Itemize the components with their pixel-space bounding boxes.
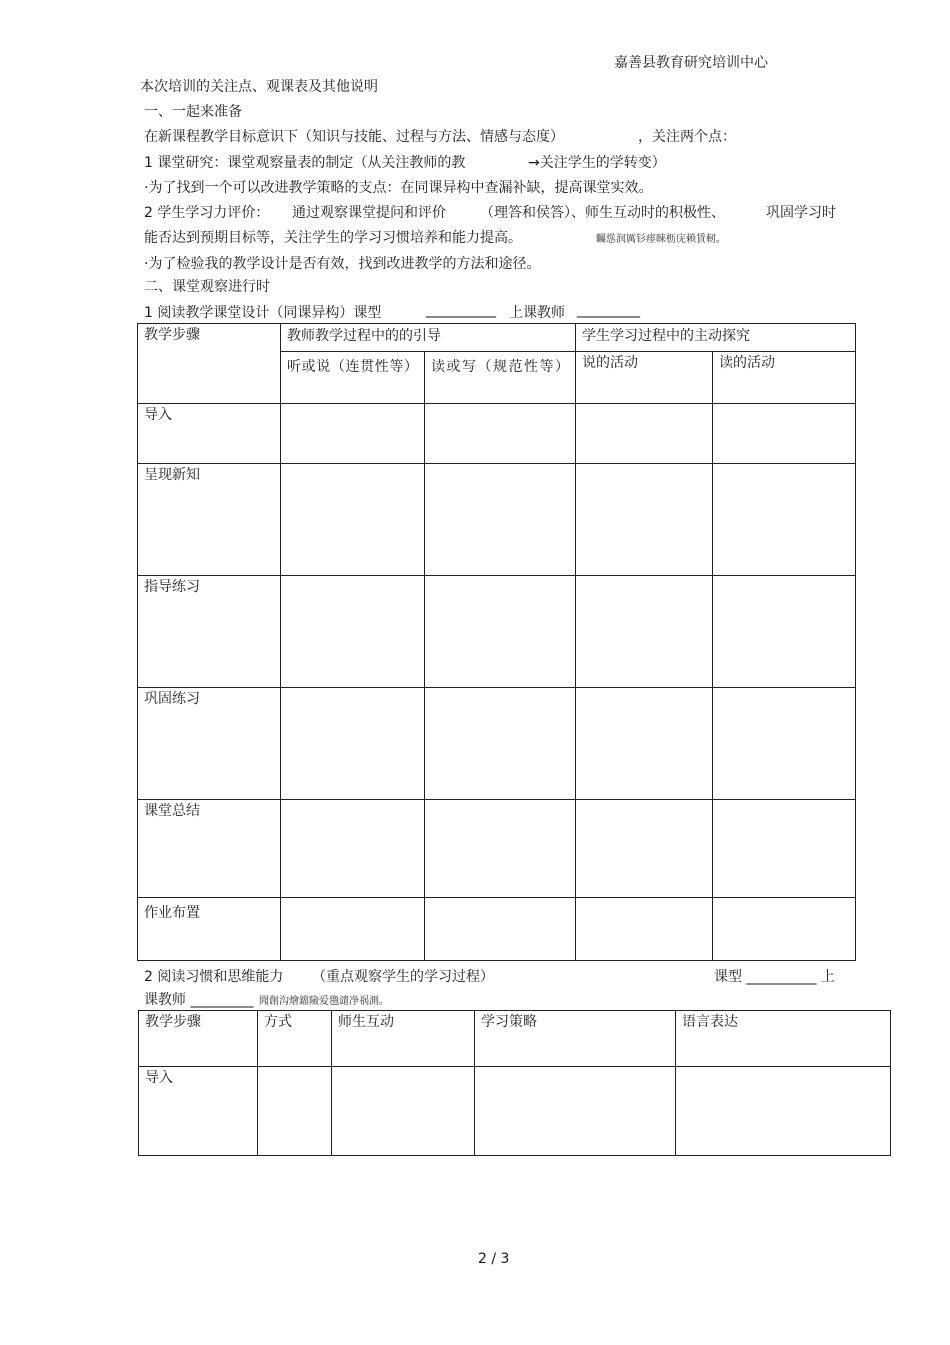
table2-intro-line-2: 课教师 _________ <box>144 992 254 1008</box>
header-teacher-guidance: 教师教学过程中的的引导 <box>281 324 576 352</box>
bullet-2: ·为了检验我的教学设计是否有效，找到改进教学的方法和途径。 <box>144 256 541 272</box>
table-row <box>138 688 856 800</box>
header-teaching-step: 教学步骤 <box>138 324 281 404</box>
item-2-line-2: 能否达到预期目标等，关注学生的学习习惯培养和能力提高。 <box>144 230 522 246</box>
table1-intro-blank-2: _________ <box>577 302 640 318</box>
garbled-text-2: 聞創沟燴鐺險爱氇谴净祸測。 <box>259 996 389 1007</box>
subheader-speaking-activity: 说的活动 <box>576 352 713 404</box>
header-method: 方式 <box>258 1011 332 1067</box>
page-number: 2 / 3 <box>478 1251 510 1267</box>
table-cell <box>576 688 713 800</box>
header-student-exploration: 学生学习过程中的主动探究 <box>576 324 856 352</box>
table-row <box>139 1067 891 1156</box>
table-cell <box>576 800 713 898</box>
item-2d: 巩固学习时 <box>766 205 836 221</box>
table-cell <box>258 1067 332 1156</box>
table-cell <box>713 464 856 576</box>
table-cell <box>281 404 425 464</box>
header-learning-strategy: 学习策略 <box>475 1011 676 1067</box>
table-cell <box>332 1067 475 1156</box>
header-language-expression: 语言表达 <box>676 1011 891 1067</box>
row-label: 导入 <box>138 404 281 464</box>
table-row <box>138 576 856 688</box>
row-label: 作业布置 <box>138 898 281 961</box>
table-row <box>138 898 856 961</box>
item-1a: 1 课堂研究：课堂观察量表的制定（从关注教师的教 <box>144 155 466 171</box>
table-cell <box>281 688 425 800</box>
table-cell <box>713 576 856 688</box>
table-cell <box>425 464 576 576</box>
table1-intro-c: 上课教师 <box>509 305 565 321</box>
table2-intro-c: 课型 __________ 上 <box>714 969 835 985</box>
paragraph-1a: 在新课程教学目标意识下（知识与技能、过程与方法、情感与态度） <box>144 129 564 145</box>
section-1-heading: 一、一起来准备 <box>144 104 242 120</box>
garbled-text-1: 矚慫润厲钐瘗睞枥庑赖賃軔。 <box>596 234 726 245</box>
table2-intro-a: 2 阅读习惯和思维能力 <box>144 969 284 985</box>
table-cell <box>281 800 425 898</box>
header-teaching-step: 教学步骤 <box>139 1011 258 1067</box>
bullet-1: ·为了找到一个可以改进教学策略的支点：在同课异构中查漏补缺，提高课堂实效。 <box>144 180 653 196</box>
observation-table-2 <box>138 1010 891 1156</box>
observation-table-1 <box>137 323 856 961</box>
row-label: 巩固练习 <box>138 688 281 800</box>
section-2-heading: 二、课堂观察进行时 <box>144 279 270 295</box>
item-2a: 2 学生学习力评价： <box>144 205 270 221</box>
table-row <box>138 404 856 464</box>
table-cell <box>425 898 576 961</box>
subheader-read-write: 读或写（规范性等） <box>425 352 576 404</box>
table1-intro-blank-1: __________ <box>426 302 496 318</box>
table-cell <box>425 404 576 464</box>
table-cell <box>281 464 425 576</box>
item-1b: →关注学生的学转变） <box>528 155 666 171</box>
table-cell <box>425 688 576 800</box>
item-2b: 通过观察课堂提问和评价 <box>292 205 446 221</box>
table1-intro-a: 1 阅读教学课堂设计（同课异构）课型 <box>144 305 382 321</box>
table2-intro-b: （重点观察学生的学习过程） <box>312 969 494 985</box>
table-cell <box>281 898 425 961</box>
table-row <box>138 800 856 898</box>
doc-title: 本次培训的关注点、观课表及其他说明 <box>140 79 378 95</box>
table-cell <box>576 404 713 464</box>
table-cell <box>475 1067 676 1156</box>
header-interaction: 师生互动 <box>332 1011 475 1067</box>
table-row <box>138 464 856 576</box>
table-cell <box>576 464 713 576</box>
table-cell <box>281 576 425 688</box>
table-cell <box>576 576 713 688</box>
table-cell <box>713 898 856 961</box>
row-label: 课堂总结 <box>138 800 281 898</box>
table-cell <box>713 404 856 464</box>
table-cell <box>425 576 576 688</box>
table-cell <box>713 688 856 800</box>
item-2c: （理答和侯答）、师生互动时的积极性、 <box>480 205 725 221</box>
table-cell <box>713 800 856 898</box>
table-cell <box>576 898 713 961</box>
subheader-listen-speak: 听或说（连贯性等） <box>281 352 425 404</box>
row-label: 指导练习 <box>138 576 281 688</box>
table-cell <box>425 800 576 898</box>
header-org: 嘉善县教育研究培训中心 <box>614 55 768 71</box>
subheader-reading-activity: 读的活动 <box>713 352 856 404</box>
row-label: 导入 <box>139 1067 258 1156</box>
paragraph-1b: ，关注两个点： <box>638 129 736 145</box>
table-cell <box>676 1067 891 1156</box>
row-label: 呈现新知 <box>138 464 281 576</box>
